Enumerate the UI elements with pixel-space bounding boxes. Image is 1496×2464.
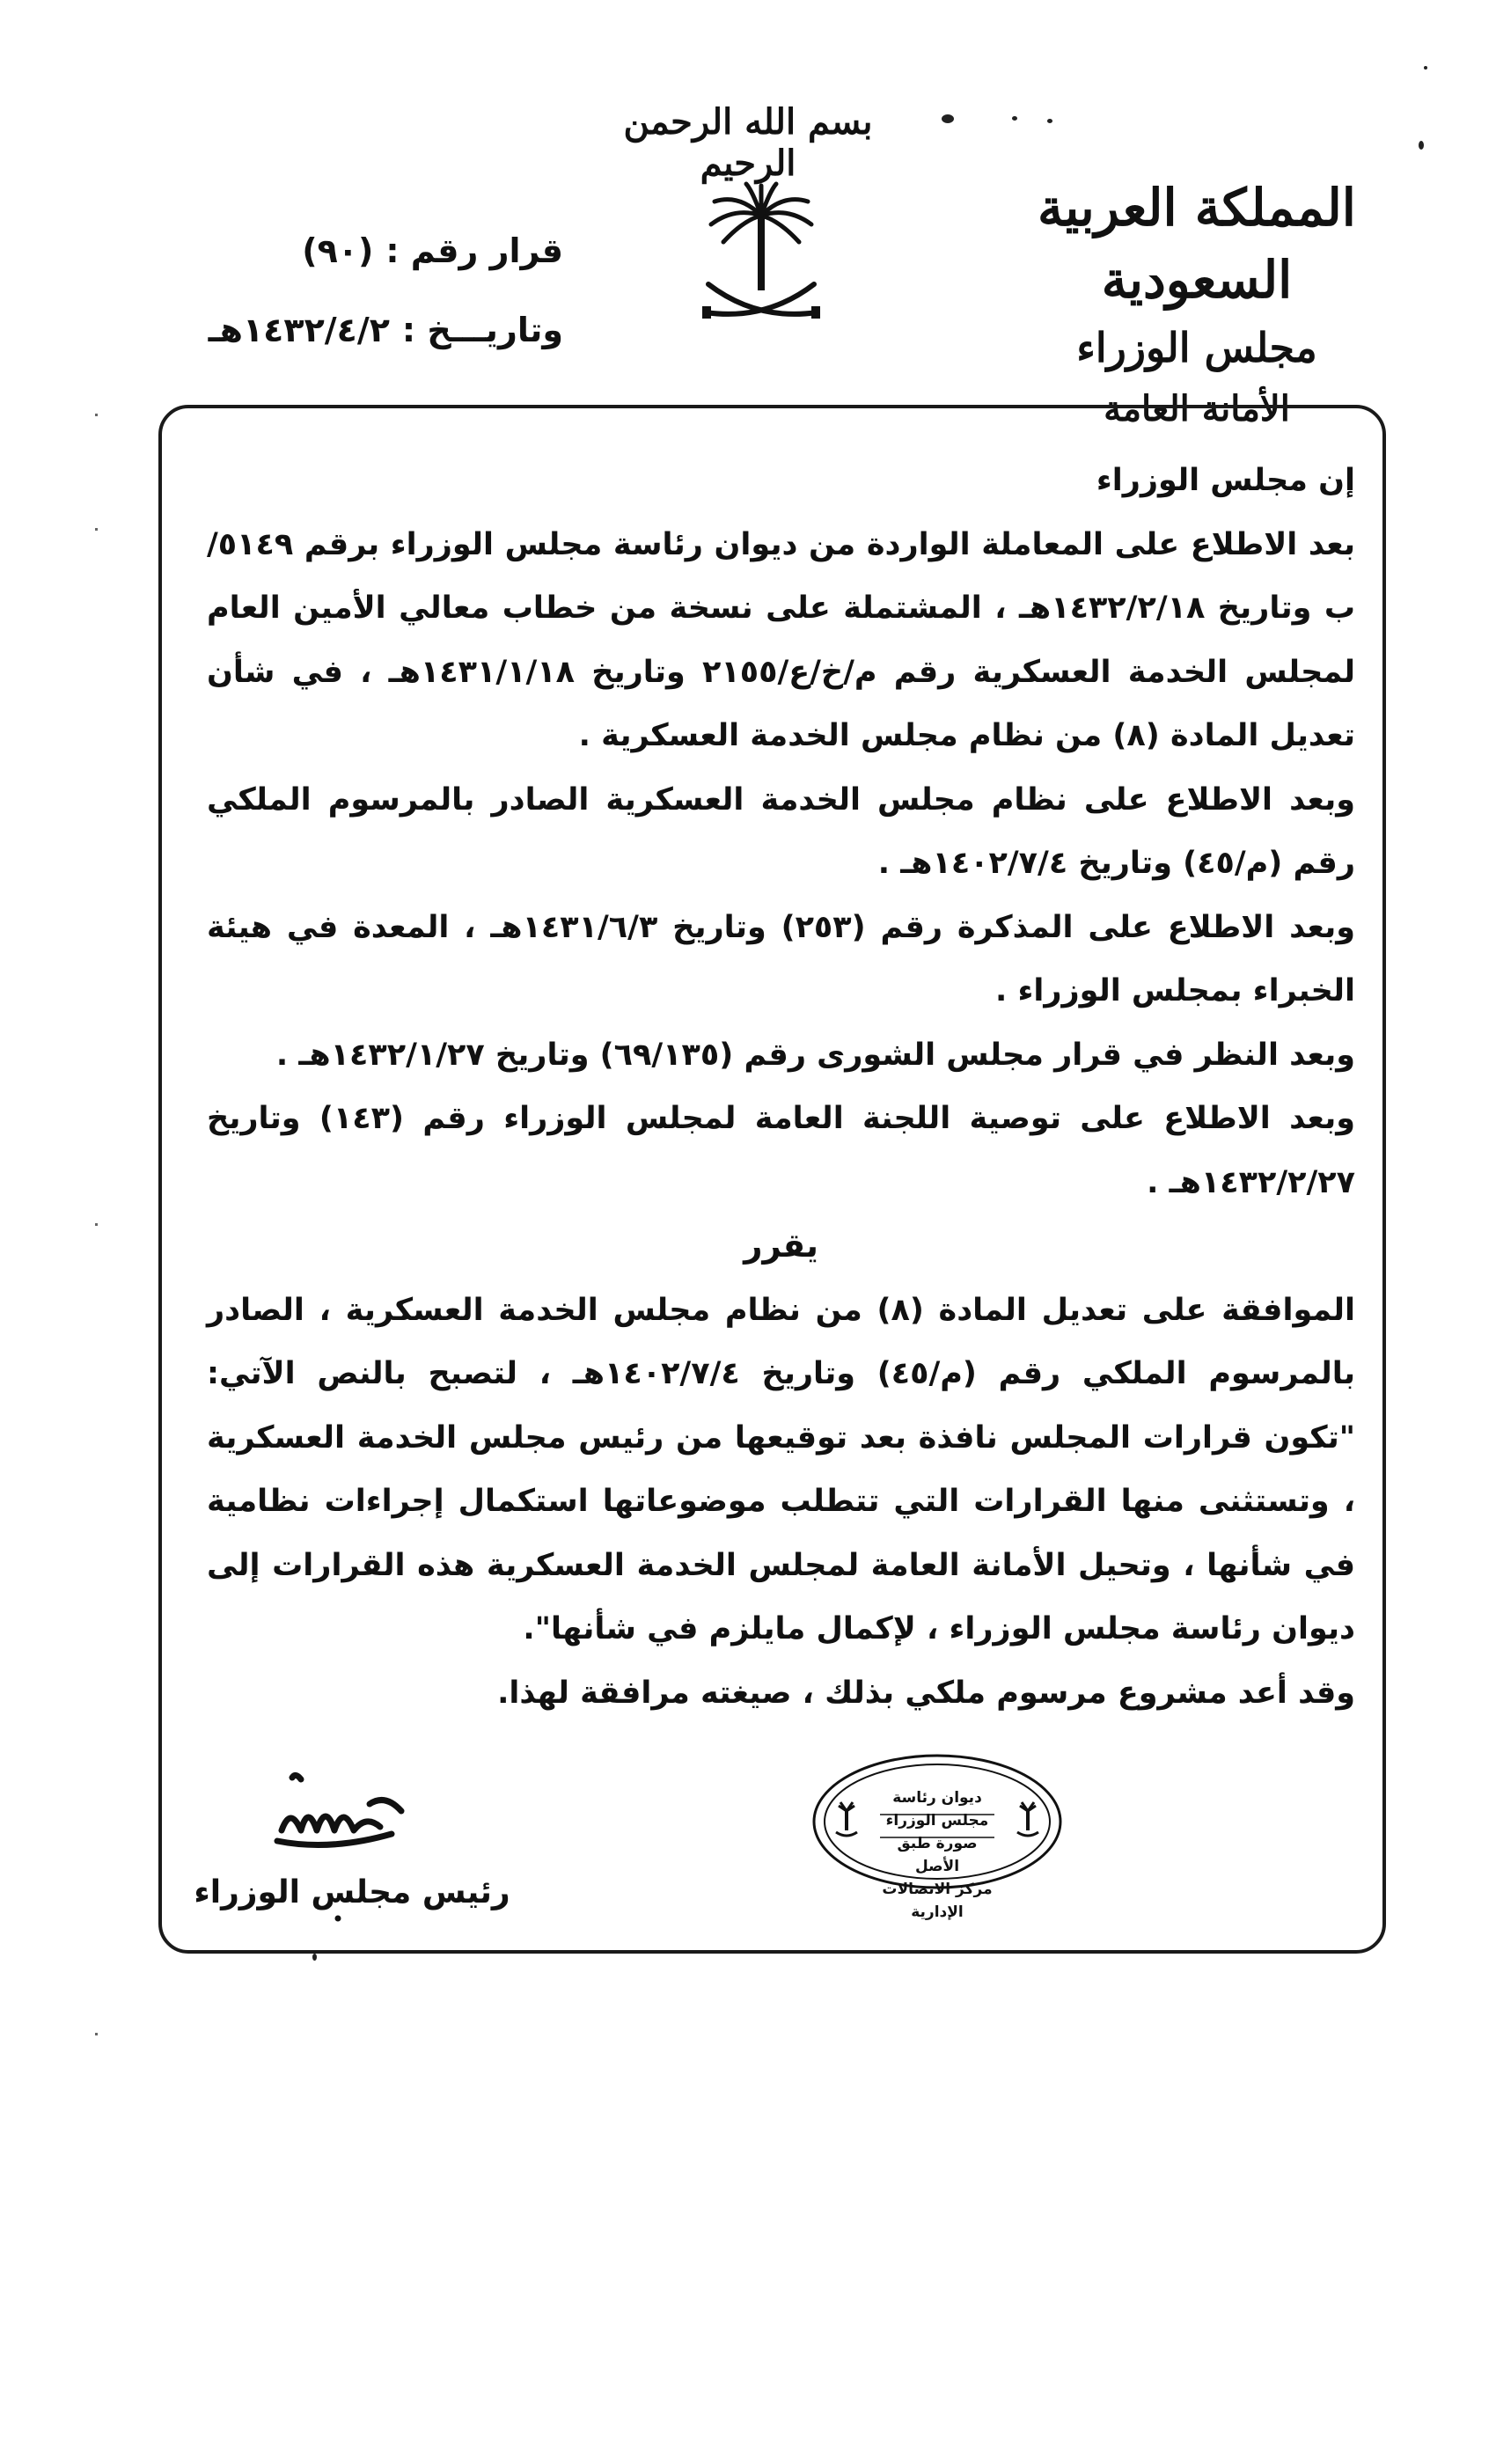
scan-speck <box>312 1954 317 1961</box>
seal-text <box>880 1786 994 1924</box>
body-paragraph-opening: إن مجلس الوزراء <box>1096 463 1355 498</box>
scan-speck <box>942 114 954 123</box>
scan-speck <box>1424 66 1427 70</box>
body-paragraph-3: وبعد الاطلاع على المذكرة رقم (٢٥٣) وتاريخ ١٤٣١/٦/٣هـ ، المعدة في هيئة الخبراء بمجلس الوزراء . <box>207 909 1356 1008</box>
scan-speck <box>1012 116 1017 121</box>
decision-body <box>207 449 1355 1725</box>
decision-number: (٩٠) <box>302 231 374 270</box>
letterhead-kingdom <box>968 172 1426 439</box>
scan-speck <box>1047 119 1052 123</box>
seal-line-2: صورة طبق الأصل <box>897 1835 978 1875</box>
scan-edge-dot <box>95 1223 98 1226</box>
decision-date-label: وتاريـــخ : <box>401 311 563 349</box>
decision-date: ١٤٣٢/٤/٢هـ <box>208 311 390 349</box>
decision-meta <box>194 211 563 370</box>
letterhead-line-secretariat: الأمانة العامة <box>1104 388 1290 429</box>
signatory-title: رئيس مجلس الوزراء <box>194 1874 510 1910</box>
basmala: بسم الله الرحمن الرحيم <box>623 101 873 184</box>
decision-paragraph-2: وقد أعد مشروع مرسوم ملكي بذلك ، صيغته مرافقة لهذا. <box>497 1675 1355 1711</box>
letterhead-line-kingdom: المملكة العربية السعودية <box>1038 178 1356 310</box>
body-paragraph-5: وبعد الاطلاع على توصية اللجنة العامة لمجلس الوزراء رقم (١٤٣) وتاريخ ١٤٣٢/٢/٢٧هـ . <box>207 1101 1355 1200</box>
scan-edge-dot <box>95 2033 98 2035</box>
body-paragraph-1: بعد الاطلاع على المعاملة الواردة من ديوان رئاسة مجلس الوزراء برقم ٥١٤٩/ب وتاريخ ١٤٣٢/٢/١٨هـ ، المشتملة على نسخة من خطاب معالي الأمين العام لمجلس الخدمة العسكرية رقم م/خ/ع/٢١٥٥ وتاريخ ١٤٣١/١/١٨هـ ، في شأن تعديل المادة (٨) من نظام مجلس الخدمة العسكرية . <box>207 526 1356 753</box>
seal-line-1: ديوان رئاسة مجلس الوزراء <box>885 1789 989 1830</box>
decision-paragraph-1: الموافقة على تعديل المادة (٨) من نظام مجلس الخدمة العسكرية ، الصادر بالمرسوم الملكي رقم (م/٤٥) وتاريخ ١٤٠٢/٧/٤هـ ، لتصبح بالنص الآتي: "تكون قرارات المجلس نافذة بعد توقيعها من رئيس مجلس الخدمة العسكرية ، وتستثنى منها القرارات التي تتطلب موضوعاتها استكمال إجراءات نظامية في شأنها ، وتحيل الأمانة العامة لمجلس الخدمة العسكرية هذه القرارات إلى ديوان رئاسة مجلس الوزراء ، لإكمال مايلزم في شأنها". <box>207 1292 1355 1646</box>
scan-edge-dot <box>95 528 98 531</box>
scan-edge-dot <box>95 414 98 416</box>
seal-line-3: مركز الاتصالات الإدارية <box>882 1881 993 1921</box>
body-paragraph-2: وبعد الاطلاع على نظام مجلس الخدمة العسكرية الصادر بالمرسوم الملكي رقم (م/٤٥) وتاريخ ١٤٠٢/٧/٤هـ . <box>207 781 1355 881</box>
decision-number-row <box>194 211 563 290</box>
decides-heading: يقرر <box>744 1227 818 1265</box>
scan-speck <box>1419 141 1424 150</box>
letterhead-line-council: مجلس الوزراء <box>1076 324 1317 371</box>
decision-number-label: قرار رقم : <box>385 231 563 270</box>
decision-date-row <box>194 290 563 370</box>
palm-swords-emblem-icon <box>695 180 827 334</box>
body-paragraph-4: وبعد النظر في قرار مجلس الشورى رقم (٦٩/١٣٥) وتاريخ ١٤٣٢/١/٢٧هـ . <box>275 1037 1355 1073</box>
